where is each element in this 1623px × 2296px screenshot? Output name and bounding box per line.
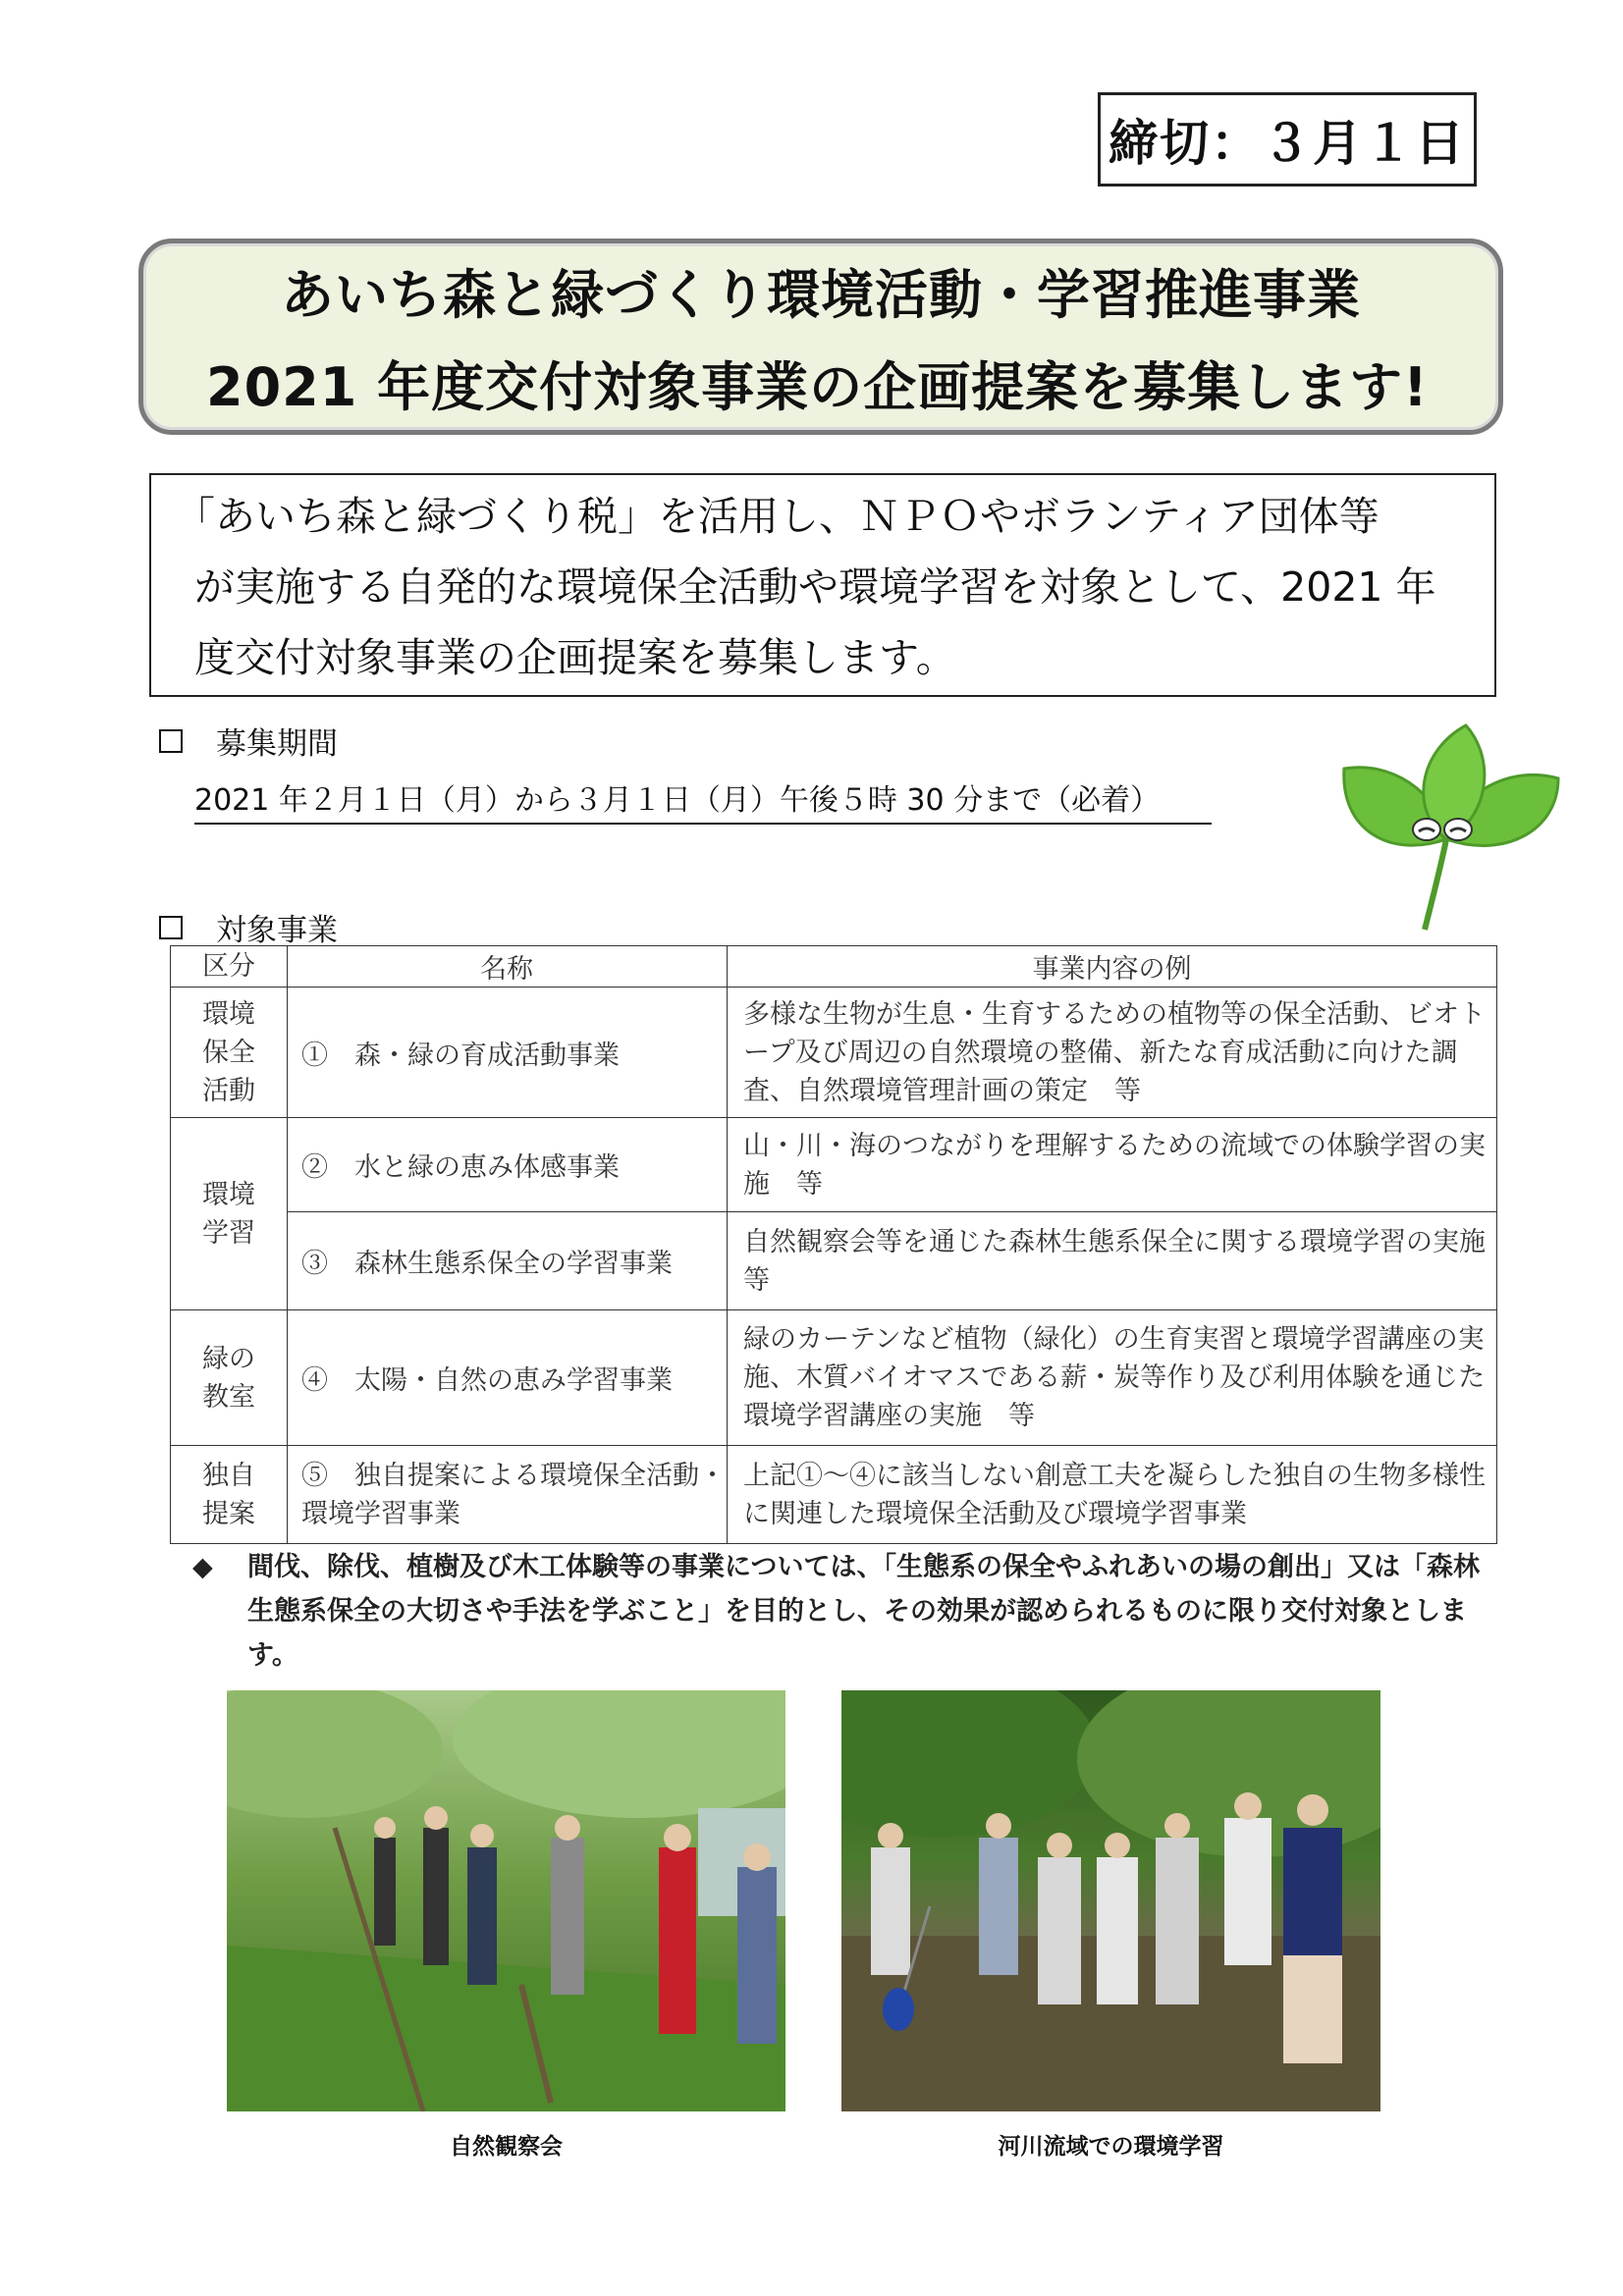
table-header-row <box>171 946 1497 988</box>
category-text: 環境 <box>202 998 255 1030</box>
checkbox-square-icon <box>159 729 183 753</box>
category-text: 独自 <box>202 1460 255 1491</box>
program-example: 山・川・海のつながりを理解するための流域での体験学習の実施 等 <box>728 1118 1497 1212</box>
program-example: 自然観察会等を通じた森林生態系保全に関する環境学習の実施 等 <box>728 1212 1497 1310</box>
category-cell <box>171 1446 288 1544</box>
section-target <box>149 905 338 949</box>
title-line-1: あいち森と緑づくり環境活動・学習推進事業 <box>281 264 1361 326</box>
deadline-badge: 締切：３月１日 <box>1098 92 1477 187</box>
note <box>192 1545 1488 1678</box>
category-text: 学習 <box>202 1217 255 1249</box>
category-text: 活動 <box>202 1075 255 1106</box>
program-name: ⑤ 独自提案による環境保全活動・環境学習事業 <box>288 1446 728 1544</box>
intro-box <box>149 473 1496 697</box>
section-recruitment <box>149 719 338 763</box>
category-cell <box>171 1118 288 1310</box>
program-name: ③ 森林生態系保全の学習事業 <box>288 1212 728 1310</box>
table-row <box>171 1446 1497 1544</box>
recruitment-period: 2021 年２月１日（月）から３月１日（月）午後５時 30 分まで（必着） <box>194 775 1212 825</box>
program-name: ① 森・緑の育成活動事業 <box>288 988 728 1118</box>
photo-image <box>841 1690 1380 2111</box>
photo-image <box>227 1690 785 2111</box>
col-header-example: 事業内容の例 <box>728 946 1497 988</box>
photo-caption: 自然観察会 <box>450 2134 563 2160</box>
category-text: 教室 <box>202 1381 255 1413</box>
intro-line-3: 度交付対象事業の企画提案を募集します。 <box>194 634 956 681</box>
col-header-name: 名称 <box>288 946 728 988</box>
category-cell <box>171 1310 288 1446</box>
intro-line-1: 「あいち森と緑づくり税」を活用し、ＮＰＯやボランティア団体等 <box>175 493 1380 540</box>
table-row <box>171 1118 1497 1212</box>
title-line-2: 2021 年度交付対象事業の企画提案を募集します! <box>206 356 1429 418</box>
table-row <box>171 1212 1497 1310</box>
diamond-bullet-icon: ◆ <box>192 1552 213 1582</box>
category-text: 緑の <box>202 1343 255 1374</box>
photo-nature-observation <box>227 1690 785 2111</box>
table-row <box>171 988 1497 1118</box>
photo-caption: 河川流域での環境学習 <box>998 2134 1224 2160</box>
photo-river-learning <box>841 1690 1380 2111</box>
category-text: 提案 <box>202 1498 255 1529</box>
program-name: ② 水と緑の恵み体感事業 <box>288 1118 728 1212</box>
category-text: 保全 <box>202 1037 255 1068</box>
col-header-category: 区分 <box>171 946 288 988</box>
note-text: 間伐、除伐、植樹及び木工体験等の事業については、「生態系の保全やふれあいの場の創出」又は「森林生態系保全の大切さや手法を学ぶこと」を目的とし、その効果が認められるものに限り交付対象とします。 <box>247 1552 1480 1671</box>
recruitment-heading: 募集期間 <box>216 726 338 762</box>
leaf-mascot-icon <box>1330 721 1566 933</box>
program-example: 多様な生物が生息・生育するための植物等の保全活動、ビオトープ及び周辺の自然環境の整備、新たな育成活動に向けた調査、自然環境管理計画の策定 等 <box>728 988 1497 1118</box>
intro-line-2: が実施する自発的な環境保全活動や環境学習を対象として、2021 年 <box>194 563 1436 611</box>
target-table <box>170 945 1512 1544</box>
target-heading: 対象事業 <box>216 913 338 948</box>
category-cell <box>171 988 288 1118</box>
program-example: 上記①～④に該当しない創意工夫を凝らした独自の生物多様性に関連した環境保全活動及び環境学習事業 <box>728 1446 1497 1544</box>
program-example: 緑のカーテンなど植物（緑化）の生育実習と環境学習講座の実施、木質バイオマスである薪・炭等作り及び利用体験を通じた環境学習講座の実施 等 <box>728 1310 1497 1446</box>
checkbox-square-icon <box>159 916 183 939</box>
program-name: ④ 太陽・自然の恵み学習事業 <box>288 1310 728 1446</box>
table-row <box>171 1310 1497 1446</box>
category-text: 環境 <box>202 1179 255 1210</box>
